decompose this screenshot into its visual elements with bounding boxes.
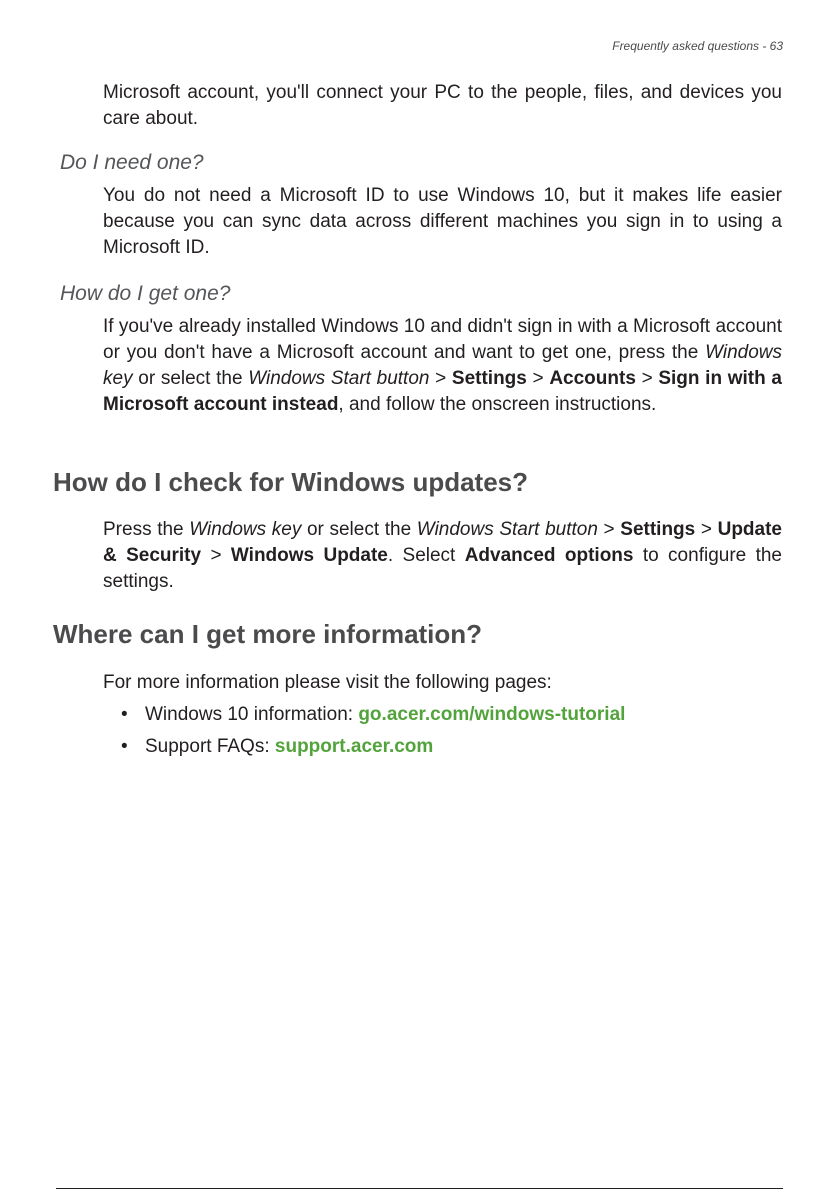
- updates-paragraph: Press the Windows key or select the Windows Start button > Settings > Update & Security > Windows Update. Select Advanced options to configure the settings.: [103, 519, 782, 592]
- advanced-options-term: Advanced options: [464, 545, 634, 566]
- get-one-heading: How do I get one?: [60, 282, 231, 305]
- list-item-label: Windows 10 information:: [145, 704, 359, 725]
- need-one-heading: Do I need one?: [60, 151, 204, 174]
- more-info-paragraph: For more information please visit the following pages:: [103, 672, 552, 693]
- windows-key-term: Windows key: [103, 342, 782, 389]
- windows-start-button-term: Windows Start button: [416, 519, 598, 540]
- sign-in-microsoft-term: Sign in with a Microsoft account instead: [103, 368, 782, 415]
- settings-term: Settings: [451, 368, 527, 389]
- intro-paragraph: Microsoft account, you'll connect your PC to the people, files, and devices you care about.: [103, 82, 782, 129]
- windows-key-term: Windows key: [189, 519, 302, 540]
- windows-start-button-term: Windows Start button: [248, 368, 430, 389]
- bullet-icon: •: [121, 704, 128, 725]
- updates-heading: How do I check for Windows updates?: [53, 467, 529, 497]
- settings-term: Settings: [620, 519, 696, 540]
- windows-tutorial-link[interactable]: go.acer.com/windows-tutorial: [358, 704, 626, 725]
- list-item: [103, 734, 625, 766]
- more-info-heading: Where can I get more information?: [53, 619, 483, 649]
- running-header: Frequently asked questions - 63: [612, 39, 783, 53]
- update-security-term: Update & Security: [103, 519, 782, 566]
- list-item-label: Support FAQs:: [145, 736, 275, 757]
- more-info-list: [103, 702, 625, 766]
- list-item: [103, 702, 625, 734]
- accounts-term: Accounts: [549, 368, 636, 389]
- support-link[interactable]: support.acer.com: [274, 736, 434, 757]
- bullet-icon: •: [121, 736, 128, 757]
- need-one-paragraph: You do not need a Microsoft ID to use Windows 10, but it makes life easier because you can sync data across different machines you sign in to using a Microsoft ID.: [103, 185, 782, 258]
- get-one-paragraph: If you've already installed Windows 10 and didn't sign in with a Microsoft account or you don't have a Microsoft account and want to get one, press the Windows key or select the Windows Start button > Settings > Accounts > Sign in with a Microsoft account instead, and follow the onscreen instructions.: [103, 316, 782, 415]
- windows-update-term: Windows Update: [230, 545, 388, 566]
- footer-divider: [56, 1188, 783, 1189]
